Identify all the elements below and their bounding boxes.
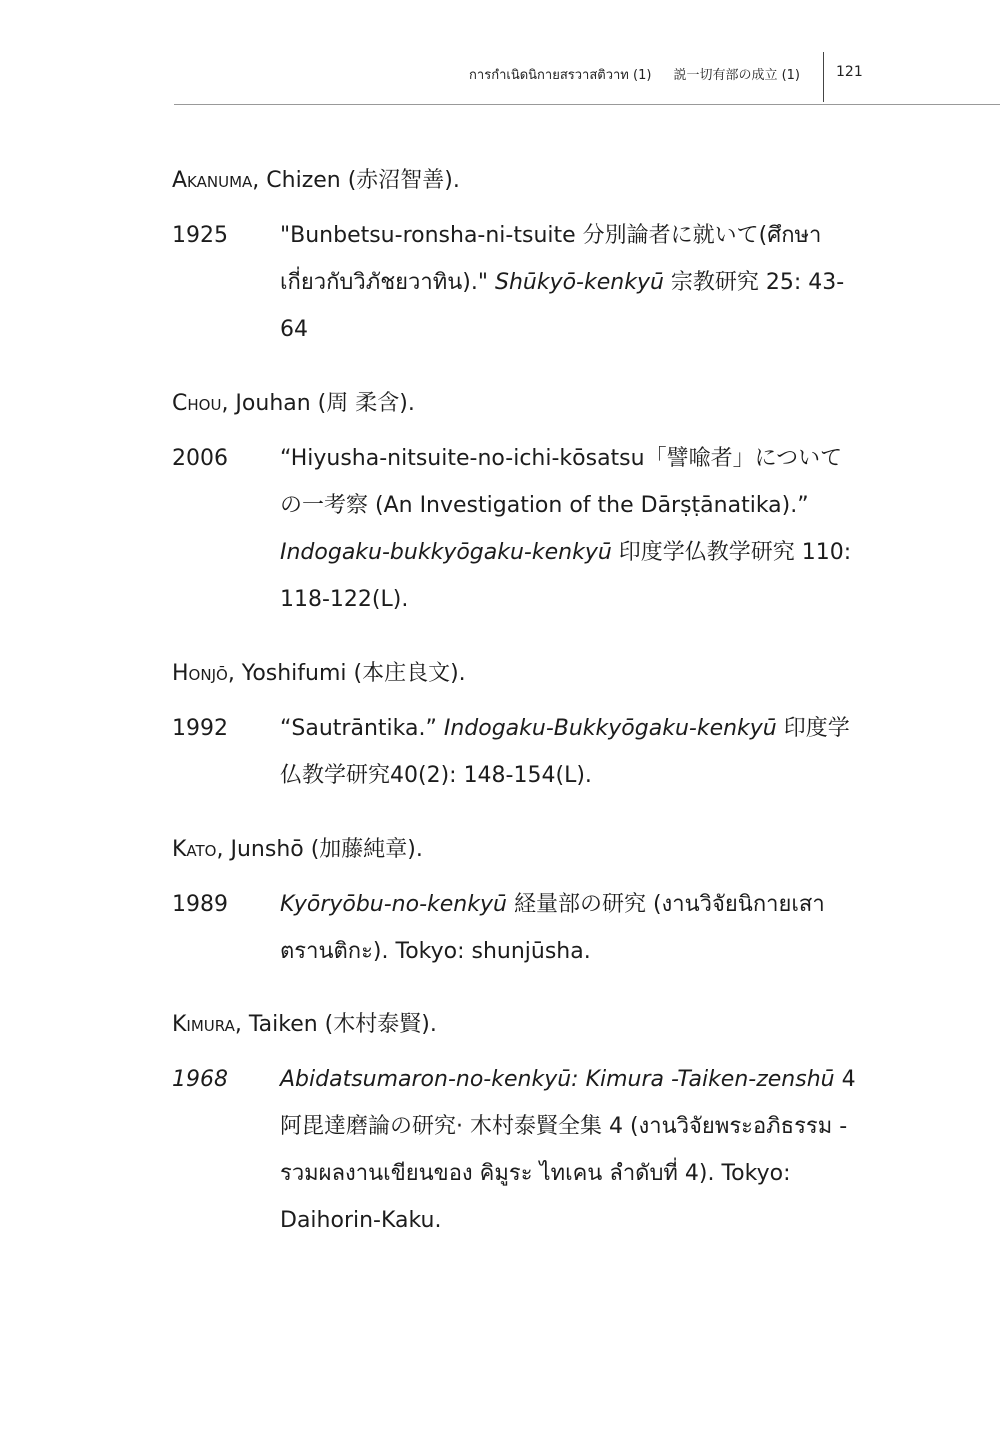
author-surname: Honjō (172, 661, 228, 686)
running-head-japanese-title: 説一切有部の成立 (1) (673, 68, 800, 83)
citation-journal: Indogaku-Bukkyōgaku-kenkyū (443, 716, 777, 741)
citation-journal: Shūkyō-kenkyū (494, 270, 664, 295)
author-given: , Junshō (加藤純章). (216, 837, 423, 862)
entry-citation (280, 212, 862, 353)
author-surname: Chou (172, 391, 222, 416)
author-given: , Jouhan (周 柔含). (221, 391, 415, 416)
entry-author (172, 1010, 862, 1040)
header-rule (174, 104, 1000, 105)
author-given: , Yoshifumi (本庄良文). (227, 661, 466, 686)
header-divider-vertical (823, 52, 824, 102)
author-given: , Chizen (赤沼智善). (252, 168, 460, 193)
citation-journal: Kyōryōbu-no-kenkyū (280, 892, 507, 917)
entry-year: 1989 (172, 892, 228, 917)
citation-details: 印度学仏教学研究 110: 118-122(L). (280, 540, 852, 612)
entry-year: 2006 (172, 446, 228, 471)
entry-author (172, 659, 862, 689)
entry-citation (280, 705, 862, 799)
bib-entry-chou (172, 389, 862, 623)
bib-entry-kimura (172, 1010, 862, 1244)
citation-details: 印度学仏教学研究40(2): 148-154(L). (280, 716, 850, 788)
entry-citation (280, 435, 862, 623)
citation-details: 経量部の研究 (งานวิจัยนิกายเสาตรานติกะ). Tokyo: shunjūsha. (280, 892, 825, 964)
page-number: 121 (836, 64, 863, 80)
citation-details: 4 阿毘達磨論の研究· 木村泰賢全集 4 (งานวิจัยพระอภิธรรม - รวมผลงานเขียนของ คิมูระ ไทเคน ลำดับที่ 4). Tokyo: Daihorin-Kaku. (280, 1067, 856, 1233)
citation-journal: Indogaku-bukkyōgaku-kenkyū (280, 540, 612, 565)
citation-journal: Abidatsumaron-no-kenkyū: Kimura -Taiken-zenshū (280, 1067, 835, 1092)
bib-entry-akanuma (172, 166, 862, 353)
author-given: , Taiken (木村泰賢). (234, 1012, 437, 1037)
citation-title: “Sautrāntika.” (280, 716, 444, 741)
citation-details: 宗教研究 25: 43-64 (280, 270, 845, 342)
bib-entry-honjo (172, 659, 862, 799)
entry-year: 1925 (172, 223, 228, 248)
entry-year: 1968 (172, 1067, 228, 1092)
citation-title: "Bunbetsu-ronsha-ni-tsuite 分別論者に就いて(ศึกษาเกี่ยวกับวิภัชยวาทิน)." (280, 223, 822, 295)
entry-citation (280, 1056, 862, 1244)
entry-author (172, 389, 862, 419)
citation-title: “Hiyusha-nitsuite-no-ichi-kōsatsu「譬喩者」についての一考察 (An Investigation of the Dārṣṭānatika).” (280, 446, 843, 518)
author-surname: Kimura (172, 1012, 235, 1037)
author-surname: Kato (172, 837, 217, 862)
entry-author (172, 166, 862, 196)
entry-year: 1992 (172, 716, 228, 741)
bib-entry-kato (172, 835, 862, 975)
running-head-thai-title: การกำเนิดนิกายสรวาสติวาท (1) (469, 68, 652, 83)
entry-citation (280, 881, 862, 975)
entry-author (172, 835, 862, 865)
running-head (469, 64, 800, 85)
author-surname: Akanuma (172, 168, 253, 193)
